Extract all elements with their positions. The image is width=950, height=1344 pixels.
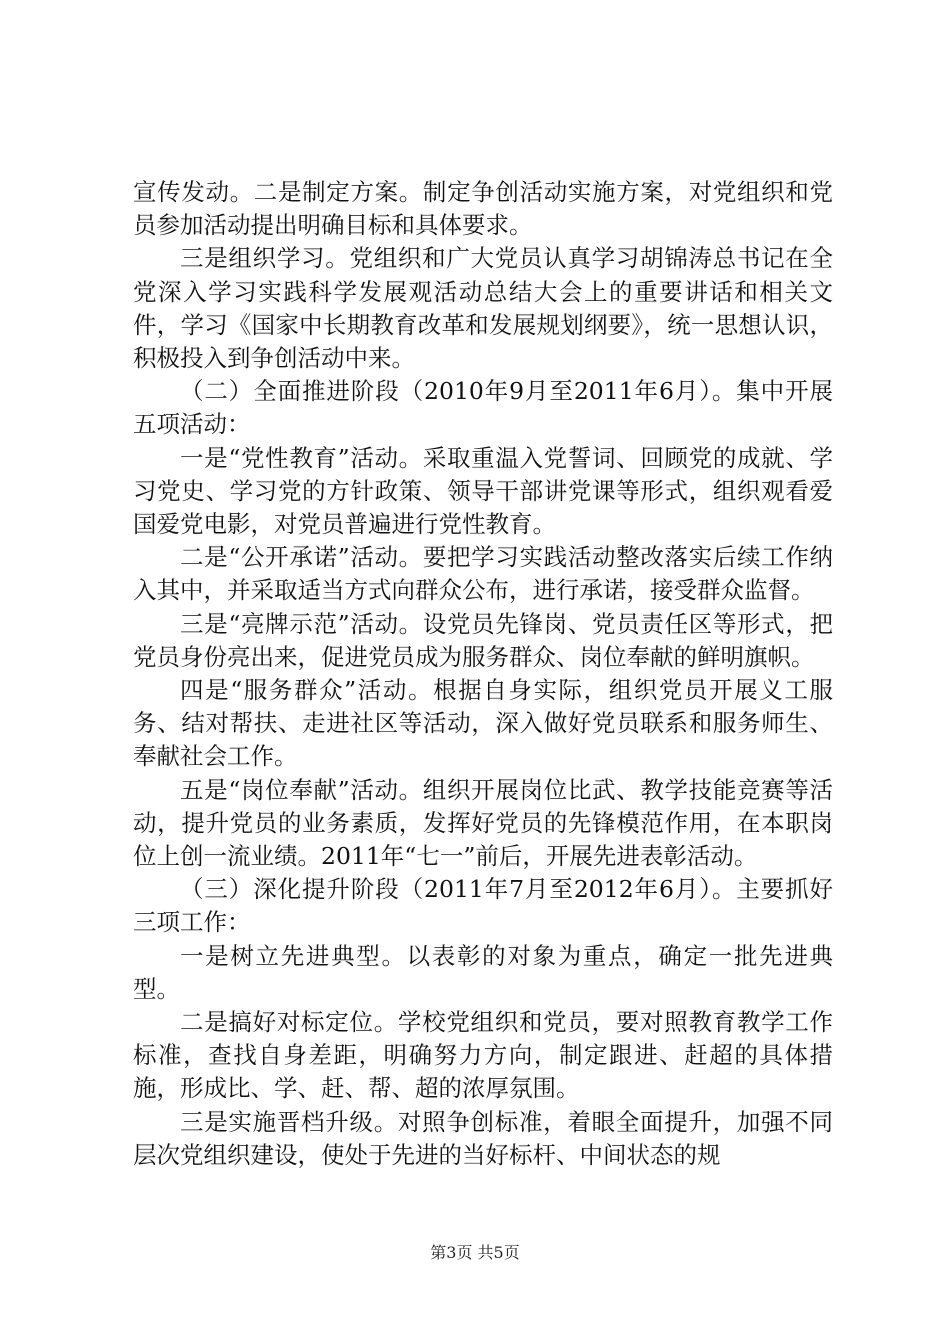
paragraph: （二）全面推进阶段（2010年9月至2011年6月）。集中开展五项活动： bbox=[133, 377, 833, 439]
paragraph: 一是树立先进典型。以表彰的对象为重点，确定一批先进典型。 bbox=[133, 941, 833, 1003]
paragraph: 三是实施晋档升级。对照争创标准，着眼全面提升，加强不同层次党组织建设，使处于先进的当好标杆、中间状态的规 bbox=[133, 1107, 833, 1169]
paragraph: （三）深化提升阶段（2011年7月至2012年6月）。主要抓好三项工作： bbox=[133, 875, 833, 937]
paragraph: 一是“党性教育”活动。采取重温入党誓词、回顾党的成就、学习党史、学习党的方针政策、领导干部讲党课等形式，组织观看爱国爱党电影，对党员普遍进行党性教育。 bbox=[133, 443, 833, 539]
paragraph: 宣传发动。二是制定方案。制定争创活动实施方案，对党组织和党员参加活动提出明确目标和具体要求。 bbox=[133, 178, 833, 240]
paragraph: 二是搞好对标定位。学校党组织和党员，要对照教育教学工作标准，查找自身差距，明确努力方向，制定跟进、赶超的具体措施，形成比、学、赶、帮、超的浓厚氛围。 bbox=[133, 1008, 833, 1103]
paragraph: 三是组织学习。党组织和广大党员认真学习胡锦涛总书记在全党深入学习实践科学发展观活动总结大会上的重要讲话和相关文件，学习《国家中长期教育改革和发展规划纲要》，统一思想认识，积极投入到争创活动中来。 bbox=[133, 244, 833, 373]
paragraph: 四是“服务群众”活动。根据自身实际，组织党员开展义工服务、结对帮扶、走进社区等活动，深入做好党员联系和服务师生、奉献社会工作。 bbox=[133, 676, 833, 771]
paragraph: 二是“公开承诺”活动。要把学习实践活动整改落实后续工作纳入其中，并采取适当方式向群众公布，进行承诺，接受群众监督。 bbox=[133, 543, 833, 605]
paragraph: 三是“亮牌示范”活动。设党员先锋岗、党员责任区等形式，把党员身份亮出来，促进党员成为服务群众、岗位奉献的鲜明旗帜。 bbox=[133, 609, 833, 671]
page-footer: 第3页 共5页 bbox=[430, 1243, 520, 1262]
document-body bbox=[133, 176, 833, 1172]
paragraph: 五是“岗位奉献”活动。组织开展岗位比武、教学技能竞赛等活动，提升党员的业务素质，发挥好党员的先锋模范作用，在本职岗位上创一流业绩。2011年“七一”前后，开展先进表彰活动。 bbox=[133, 775, 833, 871]
